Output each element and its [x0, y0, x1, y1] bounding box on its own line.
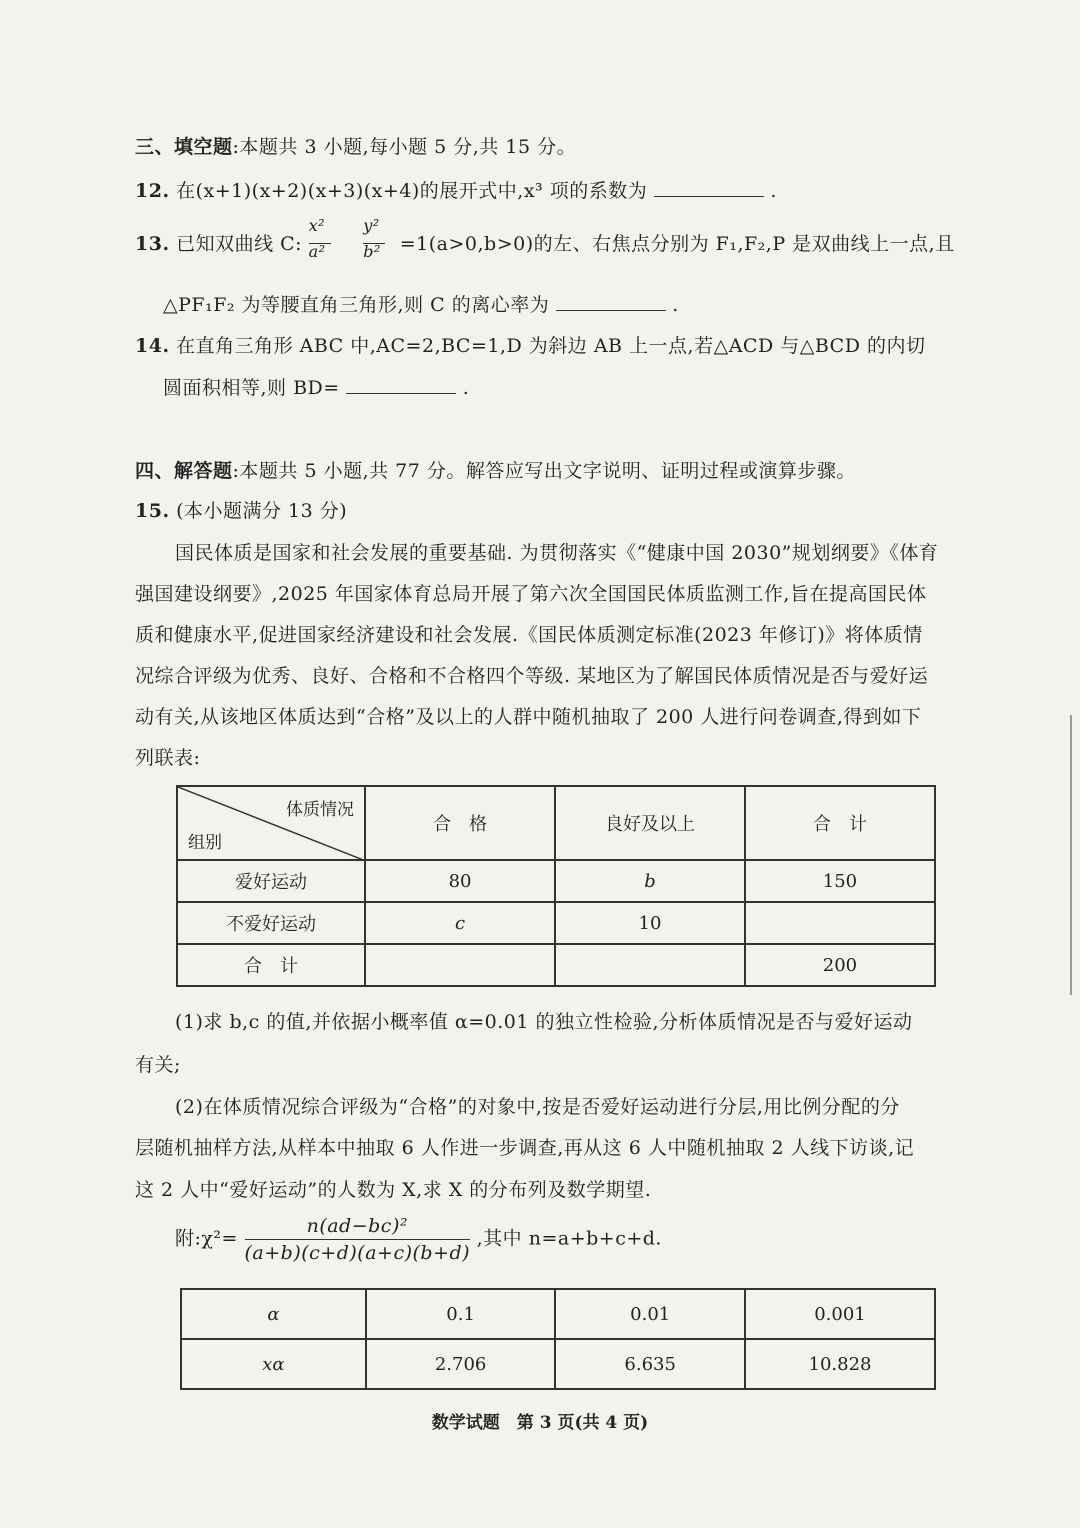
table-cell: 10.828 [745, 1339, 935, 1389]
table-row [181, 1339, 935, 1389]
section4-desc: :本题共 5 小题,共 77 分。解答应写出文字说明、证明过程或演算步骤。 [232, 460, 856, 482]
q12-text: 在(x+1)(x+2)(x+3)(x+4)的展开式中,x³ 项的系数为 [176, 180, 648, 202]
critical-value-table [180, 1288, 936, 1390]
q15-para-line: 质和健康水平,促进国家经济建设和社会发展.《国民体质测定标准(2023 年修订)》将体质情 [135, 624, 923, 646]
q15-part1-line: 有关; [135, 1054, 181, 1076]
scan-edge-mark [1070, 715, 1072, 995]
table-row [181, 1289, 935, 1339]
table-cell: 80 [365, 860, 555, 902]
table-cell: 10 [555, 902, 745, 944]
section4-heading [135, 456, 856, 483]
table-cell [745, 902, 935, 944]
chi-square-fraction [245, 1215, 471, 1264]
table-cell [365, 944, 555, 986]
header-cell: 合 计 [745, 786, 935, 860]
section4-title: 四、解答题 [135, 460, 233, 482]
q12-answer-blank[interactable] [654, 178, 764, 197]
q13-answer-blank[interactable] [556, 292, 666, 311]
formula-tail: ,其中 n=a+b+c+d. [476, 1227, 662, 1250]
q14-line2: 圆面积相等,则 BD= [163, 377, 340, 399]
table-row [177, 944, 935, 986]
question-14 [135, 331, 925, 358]
contingency-table [176, 785, 936, 987]
header-cell: 合 格 [365, 786, 555, 860]
alpha-label: α [181, 1289, 366, 1339]
table-row [177, 902, 935, 944]
question-12 [135, 176, 777, 203]
table-cell: b [555, 860, 745, 902]
q15-para-line: 国民体质是国家和社会发展的重要基础. 为贯彻落实《“健康中国 2030”规划纲要》《体育 [175, 542, 939, 564]
row-label: 爱好运动 [177, 860, 365, 902]
q13-text-b: =1(a>0,b>0)的左、右焦点分别为 F₁,F₂,P 是双曲线上一点,且 [399, 233, 955, 255]
q13-text-a: 已知双曲线 C: [176, 233, 303, 255]
table-cell: 2.706 [366, 1339, 556, 1389]
q13-frac2-den: b² [363, 242, 381, 261]
row-label: 不爱好运动 [177, 902, 365, 944]
q15-score: (本小题满分 13 分) [176, 500, 348, 522]
section3-title: 三、填空题 [135, 136, 233, 158]
q12-end: . [770, 180, 777, 202]
q13-frac1-den: a² [308, 242, 326, 261]
question-13 [135, 216, 955, 268]
table-cell: 150 [745, 860, 935, 902]
row-label: 合 计 [177, 944, 365, 986]
table-cell [555, 944, 745, 986]
q15-para-line: 况综合评级为优秀、良好、合格和不合格四个等级. 某地区为了解国民体质情况是否与爱好运 [135, 665, 929, 687]
table-cell: 0.001 [745, 1289, 935, 1339]
q15-para-line: 强国建设纲要》,2025 年国家体育总局开展了第六次全国国民体质监测工作,旨在提高国民体 [135, 583, 927, 605]
q14-line1: 在直角三角形 ABC 中,AC=2,BC=1,D 为斜边 AB 上一点,若△ACD 与△BCD 的内切 [176, 335, 926, 357]
table-cell: 0.01 [555, 1289, 745, 1339]
q15-part2-line: 层随机抽样方法,从样本中抽取 6 人作进一步调查,再从这 6 人中随机抽取 2 人线下访谈,记 [135, 1137, 915, 1159]
table-header-row [177, 786, 935, 860]
corner-cell [177, 786, 365, 860]
x-alpha-label: xα [181, 1339, 366, 1389]
q13-fraction-x [308, 216, 357, 268]
appendix-formula [175, 1215, 662, 1264]
table-cell: 0.1 [366, 1289, 556, 1339]
formula-numerator: n(ad−bc)² [245, 1215, 471, 1240]
q13-line2: △PF₁F₂ 为等腰直角三角形,则 C 的离心率为 [163, 294, 550, 316]
table-cell: c [365, 902, 555, 944]
q13-end: . [672, 294, 679, 316]
formula-denominator: (a+b)(c+d)(a+c)(b+d) [244, 1242, 471, 1264]
table-cell: 200 [745, 944, 935, 986]
corner-bottom-label: 组别 [188, 833, 222, 853]
q13-number: 13. [135, 233, 170, 255]
appendix-label: 附:χ²= [175, 1227, 238, 1250]
corner-top-label: 体质情况 [286, 800, 355, 820]
q13-frac1-num: x² [308, 216, 326, 235]
page-footer: 数学试题 第 3 页(共 4 页) [431, 1413, 649, 1433]
section3-desc: :本题共 3 小题,每小题 5 分,共 15 分。 [232, 136, 577, 158]
q15-part1-line: (1)求 b,c 的值,并依据小概率值 α=0.01 的独立性检验,分析体质情况是否与爱好运动 [175, 1011, 913, 1033]
q12-number: 12. [135, 180, 170, 202]
q14-end: . [462, 377, 470, 399]
table-row [177, 860, 935, 902]
question-14-line2 [163, 373, 469, 400]
question-15 [135, 496, 347, 523]
q15-para-line: 列联表: [135, 747, 201, 769]
q15-part2-line: (2)在体质情况综合评级为“合格”的对象中,按是否爱好运动进行分层,用比例分配的分 [175, 1096, 900, 1118]
section3-heading [135, 132, 576, 159]
q14-answer-blank[interactable] [346, 375, 456, 394]
header-cell: 良好及以上 [555, 786, 745, 860]
q15-number: 15. [135, 500, 170, 522]
table-cell: 6.635 [555, 1339, 745, 1389]
q13-fraction-y [363, 216, 393, 268]
q13-frac2-num: y² [363, 216, 380, 235]
q14-number: 14. [135, 335, 170, 357]
question-13-line2 [163, 290, 679, 317]
q15-part2-line: 这 2 人中“爱好运动”的人数为 X,求 X 的分布列及数学期望. [135, 1179, 652, 1201]
q15-para-line: 动有关,从该地区体质达到“合格”及以上的人群中随机抽取了 200 人进行问卷调查,得到如下 [135, 706, 922, 728]
